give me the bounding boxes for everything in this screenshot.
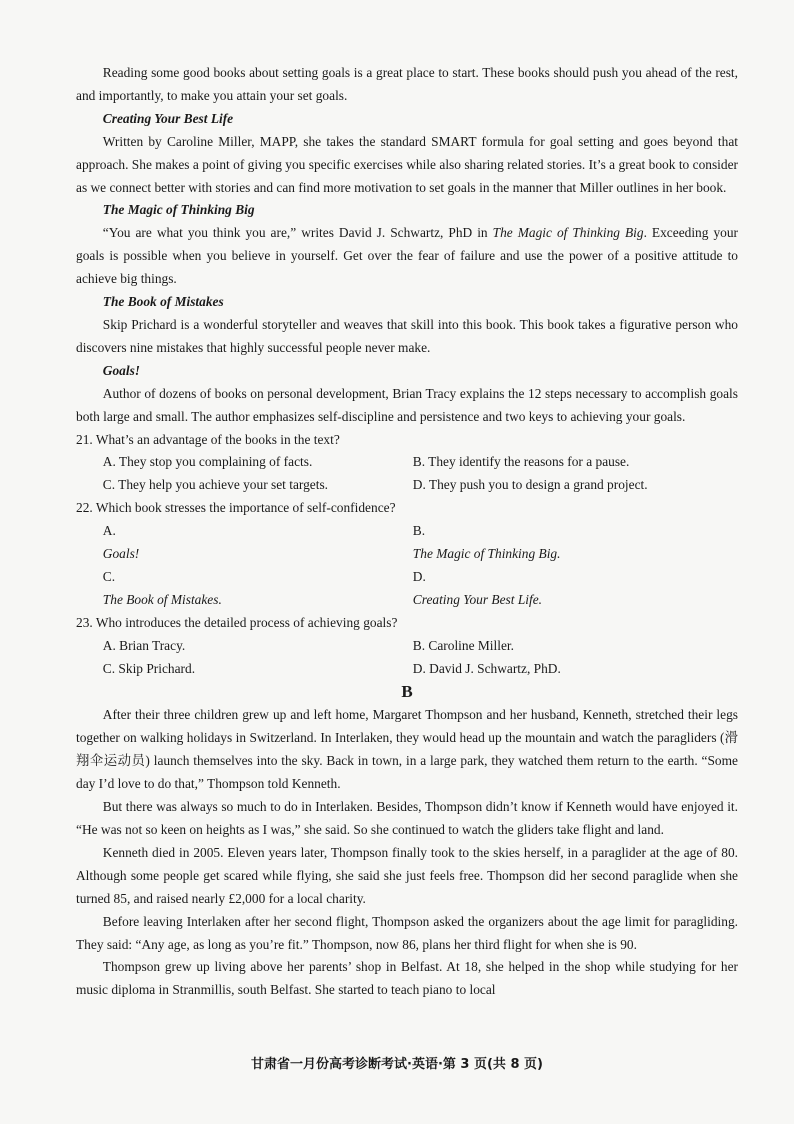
option-23b[interactable]: B. Caroline Miller.: [412, 637, 514, 653]
question-23: 23. Who introduces the detailed process of achieving goals?: [76, 614, 398, 630]
book-description-3: Skip Prichard is a wonderful storyteller and weaves that skill into this book. This book takes a figurative person who discovers nine mistakes that highly successful people never make.: [76, 316, 738, 355]
option-23c[interactable]: C. Skip Prichard.: [102, 660, 196, 676]
option-22c-letter: C.: [102, 568, 116, 584]
question-21-options: [76, 451, 738, 497]
question-21: 21. What’s an advantage of the books in the text?: [76, 431, 340, 447]
section-b-heading: B: [401, 682, 413, 702]
question-22-options: [76, 520, 738, 612]
option-22d-title: Creating Your Best Life.: [412, 591, 543, 607]
passage-b-paragraph-5: Thompson grew up living above her parents’ shop in Belfast. At 18, she helped in the shop while studying for her music diploma in Stranmillis, south Belfast. She started to teach piano to local: [76, 959, 738, 998]
option-22b-title: The Magic of Thinking Big.: [412, 546, 561, 562]
book-description-4: Author of dozens of books on personal development, Brian Tracy explains the 12 steps necessary to accomplish goals both large and small. The author emphasizes self-discipline and persistence and two keys to achieving your goals.: [76, 385, 738, 424]
option-21b[interactable]: B. They identify the reasons for a pause.: [412, 454, 630, 470]
option-22d[interactable]: [413, 566, 738, 612]
book-description-2-title: The Magic of Thinking Big: [492, 225, 644, 241]
book-title-1: Creating Your Best Life: [102, 110, 234, 126]
book-title-4: Goals!: [102, 362, 141, 378]
book-description-1: Written by Caroline Miller, MAPP, she takes the standard SMART formula for goal setting and goes beyond that approach. She makes a point of giving you specific exercises while also sharing related stories. It’s a great book to consider as we connect better with stories and can find more motivation to set goals in the manner that Miller outlines in her book.: [76, 133, 738, 195]
option-22c[interactable]: [103, 566, 413, 612]
option-22a-title: Goals!: [102, 546, 140, 562]
passage-b-paragraph-2: But there was always so much to do in Interlaken. Besides, Thompson didn’t know if Kenneth would have enjoyed it. “He was not so keen on heights as I was,” she said. So she continued to watch the gliders take flight and land.: [76, 799, 738, 837]
option-22b[interactable]: [413, 520, 738, 566]
option-22b-letter: B.: [412, 523, 426, 539]
option-21a[interactable]: A. They stop you complaining of facts.: [102, 454, 313, 470]
passage-b-paragraph-1: After their three children grew up and left home, Margaret Thompson and her husband, Kenneth, stretched their legs together on walking holidays in Switzerland. In Interlaken, they would head up the mountain and watch the paragliders (滑翔伞运动员) launch themselves into the sky. Back in town, in a large park, they watched them return to the earth. “Some day I’d love to do that,” Thompson told Kenneth.: [76, 707, 738, 792]
option-22a-letter: A.: [102, 523, 116, 539]
option-23a[interactable]: A. Brian Tracy.: [102, 637, 186, 653]
option-21c[interactable]: C. They help you achieve your set targets.: [102, 477, 329, 493]
exam-page: [76, 62, 738, 1002]
intro-paragraph: Reading some good books about setting goals is a great place to start. These books should push you ahead of the rest, and importantly, to make you attain your set goals.: [76, 65, 738, 103]
question-23-options: [76, 635, 738, 681]
book-description-2-part1: “You are what you think you are,” writes David J. Schwartz, PhD in: [102, 225, 493, 241]
option-22a[interactable]: [103, 520, 413, 566]
passage-b-paragraph-3: Kenneth died in 2005. Eleven years later, Thompson finally took to the skies herself, in a paraglider at the age of 80. Although some people get scared while flying, she said she just feels free. Thompson did her second paraglide when she turned 85, and raised nearly £2,000 for a local charity.: [76, 844, 738, 906]
option-22c-title: The Book of Mistakes.: [102, 591, 222, 607]
book-title-2: The Magic of Thinking Big: [102, 202, 255, 218]
book-description-2: [76, 222, 738, 291]
page-footer: 甘肃省一月份高考诊断考试·英语·第 3 页(共 8 页): [251, 1057, 543, 1072]
book-description-2-part2: . Exceeding your goals is possible when you believe in yourself. Get over the fear of failure and use the power of a positive attitude to achieve big things.: [76, 225, 738, 287]
option-21d[interactable]: D. They push you to design a grand project.: [412, 477, 648, 493]
passage-b-paragraph-4: Before leaving Interlaken after her second flight, Thompson asked the organizers about the age limit for paragliding. They said: “Any age, as long as you’re fit.” Thompson, now 86, plans her third flight for when she is 90.: [76, 913, 738, 952]
question-22: 22. Which book stresses the importance of self-confidence?: [76, 500, 396, 516]
option-22d-letter: D.: [412, 568, 426, 584]
option-23d[interactable]: D. David J. Schwartz, PhD.: [412, 660, 561, 676]
book-title-3: The Book of Mistakes: [102, 294, 224, 310]
